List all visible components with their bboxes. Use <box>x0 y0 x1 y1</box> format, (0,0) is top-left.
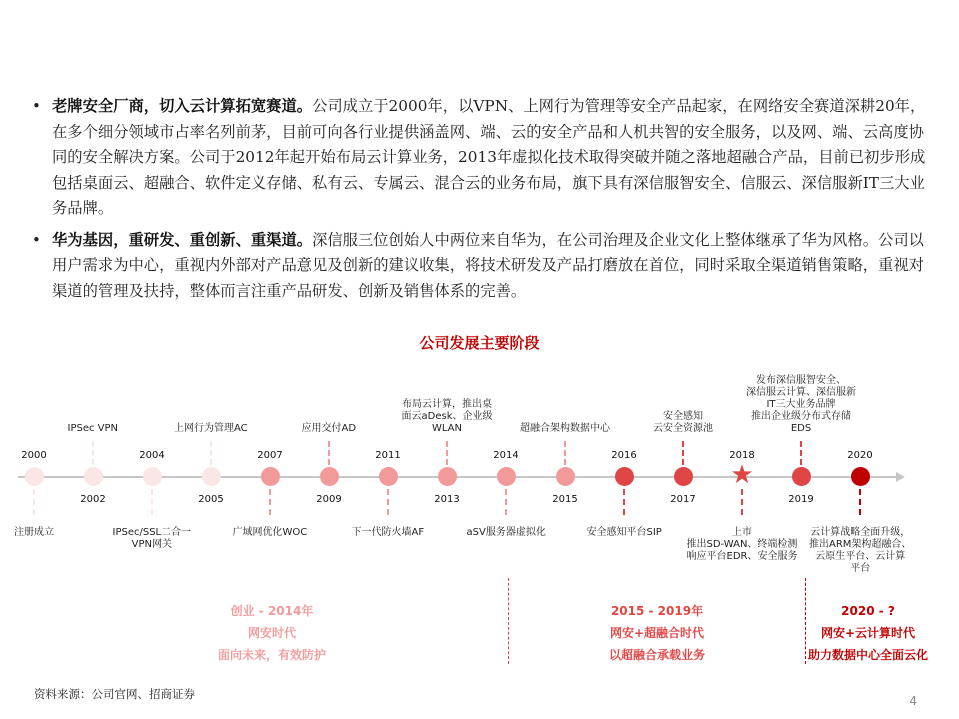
timeline-stem <box>859 489 861 515</box>
timeline-year: 2000 <box>21 450 47 461</box>
timeline-star-marker: ★ <box>730 460 754 490</box>
bullet-text: 公司成立于2000年，以VPN、上网行为管理等安全产品起家，在网络安全赛道深耕20年，在多个细分领域市占率名列前茅，目前可向各行业提供涵盖网、端、云的安全产品和人机共智的安全服务，以及网、端、云高度协同的安全解决方案。公司于2012年起开始布局云计算业务，2013年虚拟化技术取得突破并随之落地超融合产品，目前已初步形成包括桌面云、超融合、软件定义存储、私有云、专属云、混合云的业务布局，旗下具有深信服智安全、信服云、深信服新IT三大业务品牌。 <box>52 97 926 217</box>
bullet-dot: • <box>32 97 41 115</box>
timeline-stem <box>505 489 507 515</box>
timeline-note: 上市 推出SD-WAN、终端检测 响应平台EDR、安全服务 <box>686 527 798 562</box>
era-focus: 助力数据中心全面云化 <box>808 648 929 662</box>
era-block <box>808 600 928 666</box>
timeline-year: 2004 <box>139 450 165 461</box>
timeline-note: 下一代防火墙AF <box>351 527 425 538</box>
timeline-node <box>261 467 280 486</box>
page-number: 4 <box>909 694 917 708</box>
timeline-stem <box>800 441 802 465</box>
era-period: 2015 - 2019年 <box>610 604 704 618</box>
timeline-year: 2005 <box>198 494 224 505</box>
timeline-year: 2019 <box>788 494 814 505</box>
bullet-heading: 华为基因，重研发、重创新、重渠道。 <box>52 230 313 249</box>
timeline-year: 2016 <box>611 450 637 461</box>
timeline-node <box>497 467 516 486</box>
timeline-year: 2013 <box>434 494 460 505</box>
timeline-node <box>438 467 457 486</box>
timeline-note: 安全感知 云安全资源池 <box>653 411 713 434</box>
chart-title: 公司发展主要阶段 <box>419 334 540 352</box>
timeline-node <box>792 467 811 486</box>
timeline-stem <box>564 441 566 465</box>
timeline-stem <box>328 441 330 465</box>
timeline-note: 应用交付AD <box>301 423 357 434</box>
era-theme: 网安时代 <box>248 626 297 640</box>
era-period: 创业 - 2014年 <box>230 604 314 618</box>
bullet-heading: 老牌安全厂商，切入云计算拓宽赛道。 <box>52 97 313 115</box>
timeline-note: IPSec/SSL二合一 VPN网关 <box>112 527 192 550</box>
timeline-stem <box>623 489 625 515</box>
timeline-node <box>143 467 162 486</box>
era-theme: 网安+云计算时代 <box>820 626 916 640</box>
timeline-node <box>202 467 221 486</box>
timeline-stem <box>269 489 271 515</box>
timeline-node <box>851 467 870 486</box>
timeline-note: 布局云计算，推出桌 面云aDesk、企业级 WLAN <box>401 399 493 434</box>
timeline-note: aSV服务器虚拟化 <box>466 527 546 538</box>
bullet-text: 深信服三位创始人中两位来自华为，在公司治理及企业文化上整体继承了华为风格。公司以用户需求为中心，重视内外部对产品意见及创新的建议收集，将技术研发及产品打磨放在首位，同时采取全渠道销售策略，重视对渠道的管理及扶持，整体而言注重产品研发、创新及销售体系的完善。 <box>52 230 924 300</box>
era-block <box>218 600 326 666</box>
timeline-year: 2018 <box>729 450 755 461</box>
timeline-note: 超融合架构数据中心 <box>520 423 610 434</box>
timeline-note: 上网行为管理AC <box>174 423 248 434</box>
era-theme: 网安+超融合时代 <box>609 626 705 640</box>
timeline-node <box>379 467 398 486</box>
timeline-node <box>84 467 103 486</box>
era-divider <box>508 578 509 664</box>
timeline-stem <box>387 489 389 515</box>
era-divider <box>805 578 806 664</box>
era-block <box>609 600 705 666</box>
timeline-year: 2015 <box>552 494 578 505</box>
timeline-stem <box>210 441 212 465</box>
timeline-note: IPSec VPN <box>67 423 119 434</box>
timeline-stem <box>446 441 448 465</box>
timeline-year: 2009 <box>316 494 342 505</box>
era-period: 2020 - ? <box>841 604 895 618</box>
timeline-year: 2011 <box>375 450 401 461</box>
timeline-note: 广域网优化WOC <box>232 527 308 538</box>
timeline-year: 2020 <box>847 450 873 461</box>
bullet-dot: • <box>32 230 41 249</box>
timeline-year: 2014 <box>493 450 519 461</box>
timeline-arrow <box>896 472 905 482</box>
era-focus: 以超融合承载业务 <box>609 648 706 662</box>
timeline-node <box>556 467 575 486</box>
timeline-year: 2002 <box>80 494 106 505</box>
timeline-year: 2017 <box>670 494 696 505</box>
timeline-stem <box>151 489 153 515</box>
timeline-note: 注册成立 <box>14 527 54 538</box>
timeline-stem <box>33 489 35 515</box>
timeline-node <box>674 467 693 486</box>
timeline-note: 安全感知平台SIP <box>586 527 662 538</box>
timeline-stem <box>682 441 684 465</box>
timeline-stem <box>92 441 94 465</box>
timeline-note: 云计算战略全面升级， 推出ARM架构超融合、 云原生平台、云计算 平台 <box>809 527 912 574</box>
era-focus: 面向未来，有效防护 <box>218 648 327 662</box>
timeline-year: 2007 <box>257 450 283 461</box>
timeline-node <box>25 467 44 486</box>
timeline-node <box>615 467 634 486</box>
source-note: 资料来源：公司官网、招商证券 <box>34 687 195 701</box>
timeline-node <box>320 467 339 486</box>
timeline-stem <box>741 489 743 515</box>
timeline-note: 发布深信服智安全、 深信服云计算、深信服新 IT三大业务品牌 推出企业级分布式存储 EDS <box>746 375 856 434</box>
